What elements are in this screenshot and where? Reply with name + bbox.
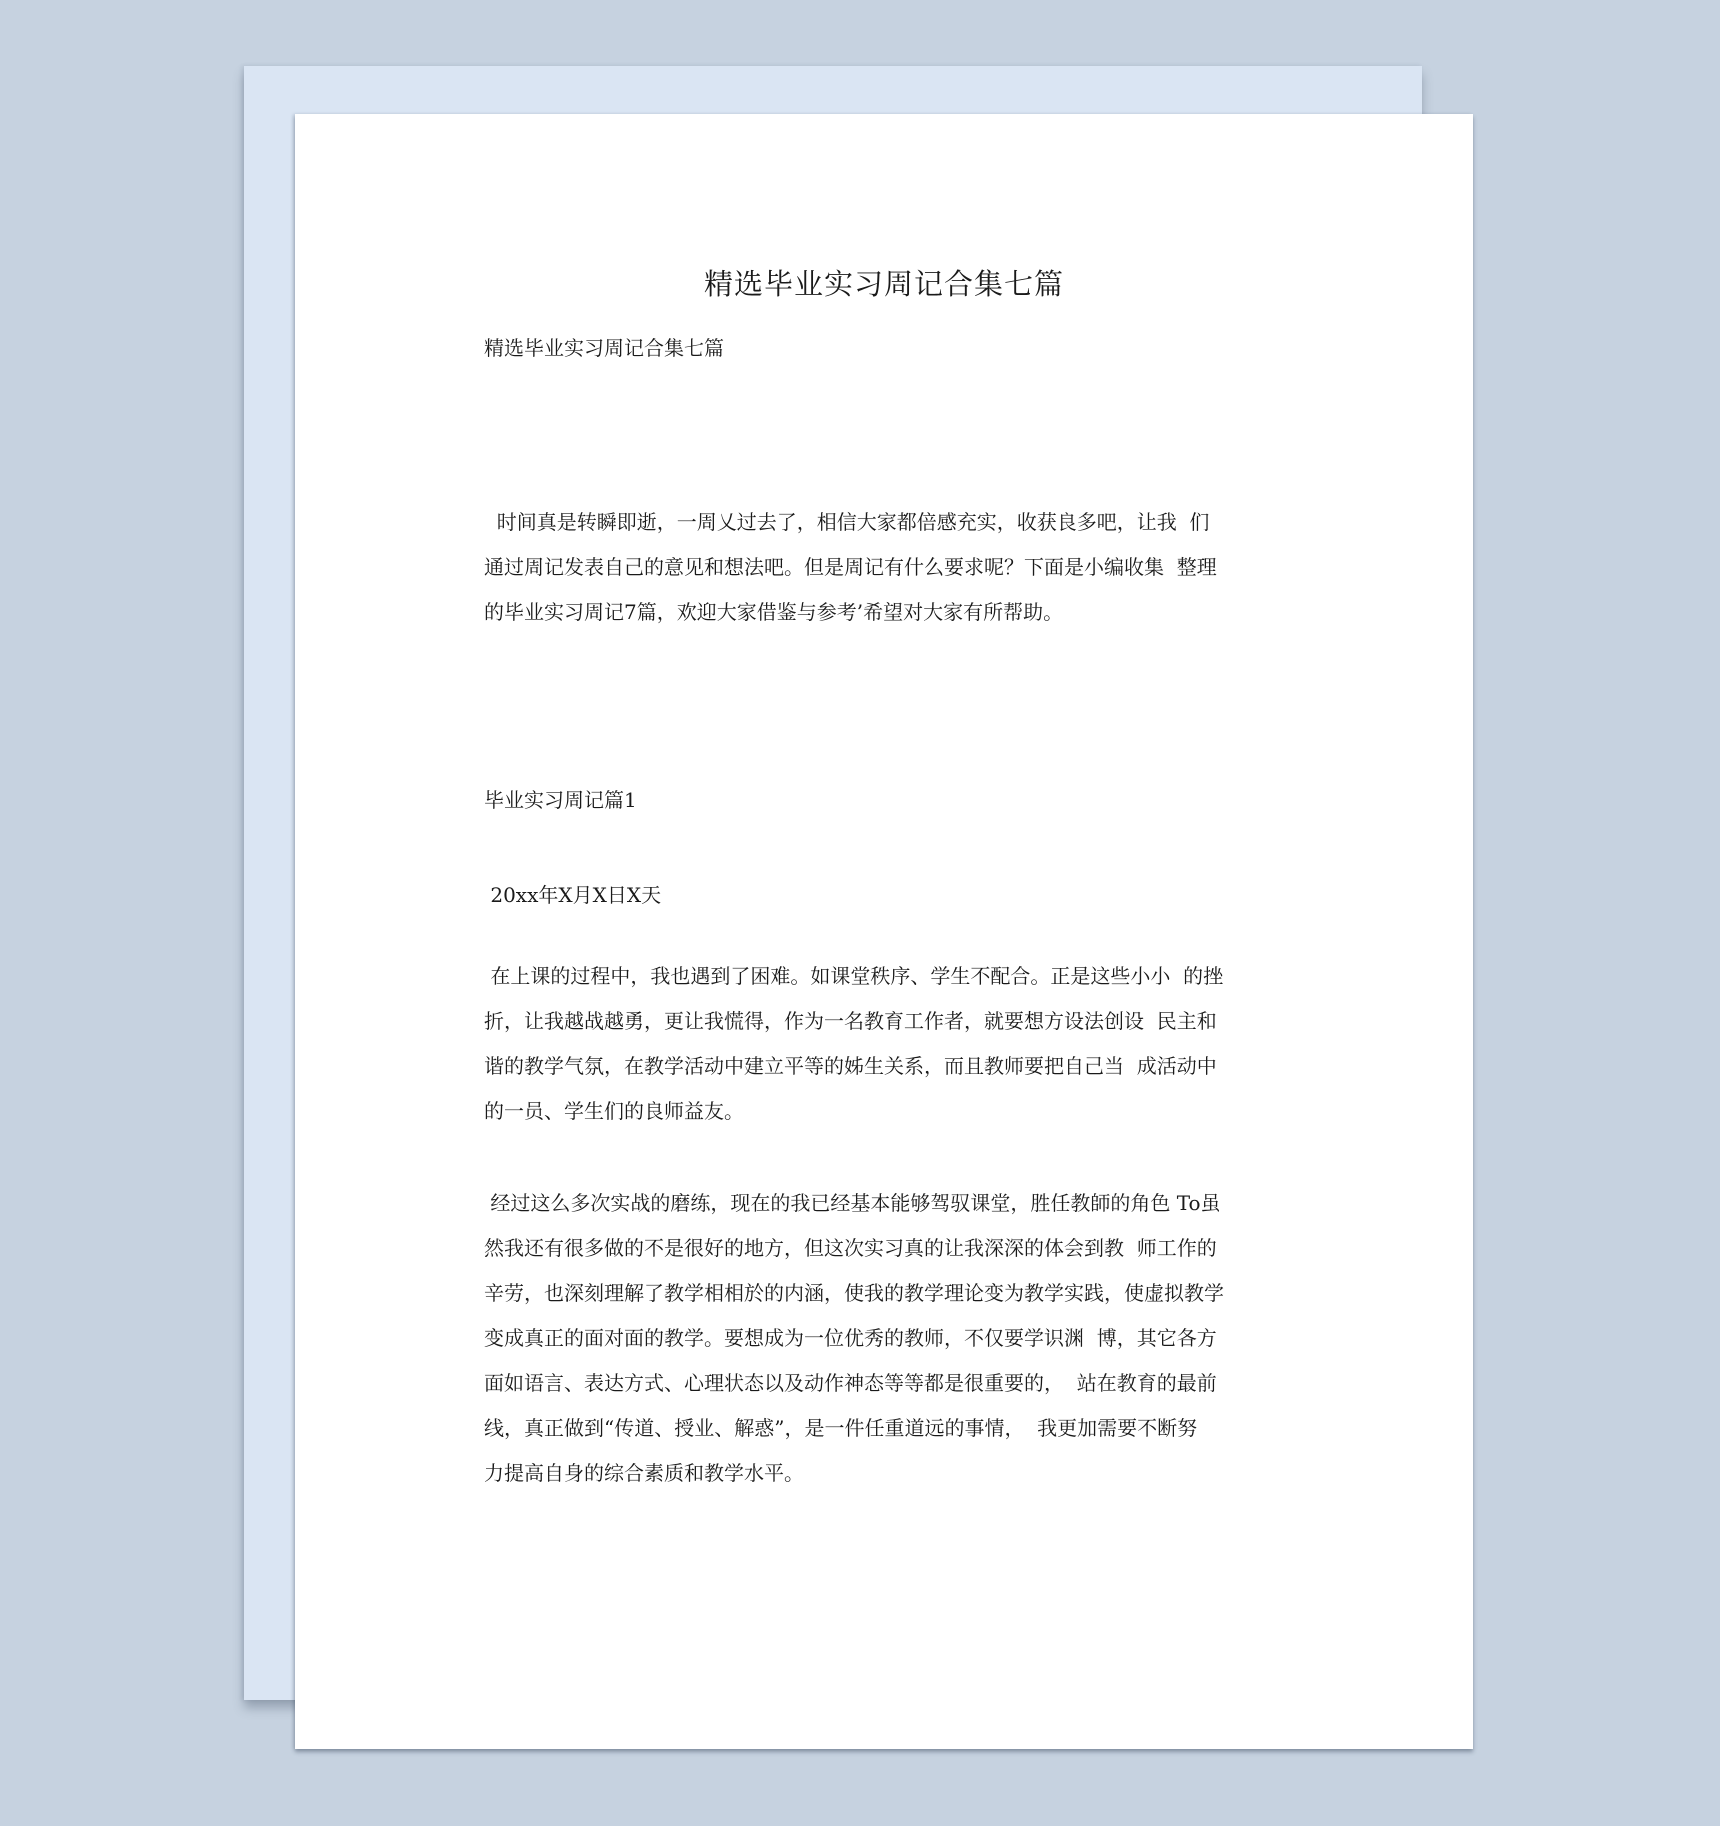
paragraph-line: 力提高自身的综合素质和教学水平。 xyxy=(484,1461,804,1485)
paragraph-line: 然我还有很多做的不是很好的地方，但这次实习真的让我深深的体会到教 师工作的 xyxy=(484,1236,1217,1260)
paragraph-line: 辛劳，也深刻理解了教学相相於的内涵，使我的教学理论变为教学实践，使虚拟教学 xyxy=(484,1281,1224,1305)
paragraph-line: 变成真正的面对面的教学。要想成为一位优秀的教师，不仅要学识渊 博，其它各方 xyxy=(484,1326,1217,1350)
paragraph-line: 的一员、学生们的良师益友。 xyxy=(484,1099,744,1123)
section-paragraph-2 xyxy=(484,1181,1284,1496)
paragraph-line: 线，真正做到“传道、授业、解惑”，是一件任重道远的事情， 我更加需要不断努 xyxy=(484,1416,1198,1440)
document-subtitle: 精选毕业实习周记合集七篇 xyxy=(484,336,724,360)
section-date: 20xx年X月X日X天 xyxy=(484,883,662,907)
intro-line: 的毕业实习周记7篇，欢迎大家借鉴与参考’希望对大家有所帮助。 xyxy=(484,600,1064,624)
intro-line: 时间真是转瞬即逝，一周乂过去了，相信大家都倍感充实，收获良多吧，让我 们 xyxy=(484,510,1210,534)
intro-line: 通过周记发表自己的意见和想法吧。但是周记有什么要求呢？下面是小编收集 整理 xyxy=(484,555,1217,579)
paragraph-line: 在上课的过程中，我也遇到了困难。如课堂秩序、学生不配合。正是这些小小 的挫 xyxy=(484,964,1224,988)
document-title: 精选毕业实习周记合集七篇 xyxy=(703,267,1064,301)
paragraph-line: 谐的教学气氛，在教学活动中建立平等的姊生关系，而且教师要把自己当 成活动中 xyxy=(484,1054,1217,1078)
intro-paragraph xyxy=(484,500,1284,635)
section-paragraph-1 xyxy=(484,954,1284,1134)
paragraph-line: 折，让我越战越勇，更让我慌得，作为一名教育工作者，就要想方设法创设 民主和 xyxy=(484,1009,1217,1033)
paragraph-line: 面如语言、表达方式、心理状态以及动作神态等等都是很重要的， 站在教育的最前 xyxy=(484,1371,1217,1395)
section-heading: 毕业实习周记篇1 xyxy=(484,788,637,812)
document-page xyxy=(295,114,1473,1749)
paragraph-line: 经过这么多次实战的磨练，现在的我已经基本能够驾驭课堂，胜任教師的角色 To虽 xyxy=(484,1191,1221,1215)
